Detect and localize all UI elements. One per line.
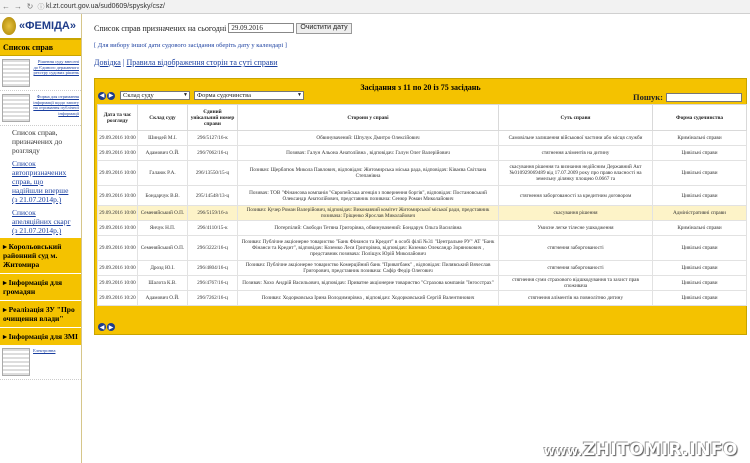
promo-request-text[interactable]: Форма для отримання інформації щодо запиту на отримання публічної інформації xyxy=(33,94,79,116)
menu-lustration[interactable]: ▸ Реалізація ЗУ "Про очищення влади" xyxy=(0,300,81,327)
table-cell: Цивільні справи xyxy=(653,146,747,161)
document-thumbnail-icon xyxy=(2,348,30,376)
table-cell: Адміністративні справи xyxy=(653,206,747,221)
court-composition-value: Склад суду xyxy=(123,92,154,99)
menu-citizens[interactable]: ▸ Інформація для громадян xyxy=(0,273,81,300)
table-cell: 296/13550/15-ц xyxy=(188,161,238,186)
table-cell: Адамович О.Й. xyxy=(138,291,188,306)
table-cell: 29.09.2016 10:00 xyxy=(98,276,138,291)
column-header: Дата та час розгляду xyxy=(98,105,138,131)
watermark xyxy=(544,440,738,460)
sidebar xyxy=(0,14,82,463)
back-icon[interactable]: ← xyxy=(2,2,10,11)
table-row[interactable] xyxy=(98,221,747,236)
table-cell: Адамович О.Й. xyxy=(138,146,188,161)
sidebar-link-appeals[interactable]: Список апеляційних скарг (з 21.07.2014р.) xyxy=(12,208,71,235)
table-row[interactable] xyxy=(98,206,747,221)
menu-lustration-label: Реалізація ЗУ "Про очищення влади" xyxy=(3,305,75,323)
table-cell: Позивач: Кучер Роман Валерійович, відповідач: Виконавчий комітет Житомирської міської ради, представник позивача: Гріщенко Ярослав Миколайович xyxy=(238,206,499,221)
table-cell: Шиндей М.І. xyxy=(138,131,188,146)
table-cell: Цивільні справи xyxy=(653,186,747,206)
emblem-icon xyxy=(2,17,16,35)
table-cell: Цивільні справи xyxy=(653,236,747,261)
menu-court[interactable]: ▸ Корольовський районний суд м. Житомира xyxy=(0,237,81,273)
table-cell: Цивільні справи xyxy=(653,161,747,186)
table-cell: Бондарчук В.В. xyxy=(138,186,188,206)
menu-citizens-label: Інформація для громадян xyxy=(3,278,63,296)
table-cell: Самовільне залишення військової частини або місця служби xyxy=(499,131,653,146)
column-header: Сторони у справі xyxy=(238,105,499,131)
table-row[interactable] xyxy=(98,186,747,206)
table-cell: 296/4804/16-ц xyxy=(188,261,238,276)
table-cell: 296/7262/16-ц xyxy=(188,291,238,306)
document-thumbnail-icon xyxy=(2,59,30,87)
sidebar-current-item: Список справ, призначених до розгляду xyxy=(12,128,63,155)
table-cell: 296/4767/16-ц xyxy=(188,276,238,291)
column-header: Склад суду xyxy=(138,105,188,131)
promo-electronic-text[interactable]: Електронна xyxy=(33,348,56,353)
promo-registry[interactable] xyxy=(0,56,81,91)
column-header: Форма судочинства xyxy=(653,105,747,131)
clear-date-button[interactable]: Очистити дату xyxy=(296,23,351,34)
table-cell: Потерпілий: Свободи Тетяна Григорівна, обвинувачений: Бондарук Ольга Василівна xyxy=(238,221,499,236)
link-separator: | xyxy=(122,58,125,67)
table-row[interactable] xyxy=(98,291,747,306)
table-cell: 29.09.2016 10:00 xyxy=(98,146,138,161)
table-cell: Обвинувачений: Шпулук Дмитро Олексійович xyxy=(238,131,499,146)
main-content xyxy=(94,22,750,67)
table-body xyxy=(98,131,747,306)
hearings-table xyxy=(97,104,747,306)
reload-icon[interactable]: ↻ xyxy=(26,2,34,11)
table-cell: 29.09.2016 10:00 xyxy=(98,261,138,276)
table-cell: Янчук Н.П. xyxy=(138,221,188,236)
table-cell: 29.09.2016 10:00 xyxy=(98,236,138,261)
table-cell: Позивач: Ходорковська Ірина Володимирівна , відповідач: Ходорковський Сергій Валентинович xyxy=(238,291,499,306)
table-header-row xyxy=(98,105,747,131)
table-cell: стягнення аліментів на дитину xyxy=(499,146,653,161)
table-cell: стягнення заборгованості xyxy=(499,261,653,276)
table-row[interactable] xyxy=(98,161,747,186)
table-cell: 29.09.2016 10:00 xyxy=(98,206,138,221)
proceeding-form-value: Форма судочинства xyxy=(197,92,251,99)
table-cell: 29.09.2016 10:20 xyxy=(98,291,138,306)
table-cell: Семеняйський О.П. xyxy=(138,236,188,261)
table-cell: Цивільні справи xyxy=(653,276,747,291)
table-cell: 296/5159/16-а xyxy=(188,206,238,221)
table-cell: Позивач: ТОВ "Фінансова компанія "Європейська агенція з повернення боргів", відповідач: Постановський Олександр Анатолійович, представник позивача: Сенюр Роман Миколайович xyxy=(238,186,499,206)
table-cell: Цивільні справи xyxy=(653,261,747,276)
watermark-prefix: www. xyxy=(543,444,583,458)
calendar-hint: [ Для вибору іншої дати судового засідання оберіть дату у календарі ] xyxy=(94,42,287,49)
info-icon[interactable]: ⓘ xyxy=(37,3,45,11)
table-cell: 296/5127/16-к xyxy=(188,131,238,146)
panel-title: Засідання з 11 по 20 із 75 засідань xyxy=(360,83,481,92)
table-cell: стягнення аліментів на повнолітню дитину xyxy=(499,291,653,306)
table-cell: скасування рішення xyxy=(499,206,653,221)
column-header: Суть справи xyxy=(499,105,653,131)
table-cell: 29.09.2016 10:00 xyxy=(98,161,138,186)
table-cell: стягнення заборгованості за кредитним договором xyxy=(499,186,653,206)
date-filter-row xyxy=(94,22,750,34)
table-cell: Шалота К.В. xyxy=(138,276,188,291)
table-cell: Кримінальні справи xyxy=(653,131,747,146)
table-cell: 29.09.2016 10:00 xyxy=(98,131,138,146)
column-header: Єдиний унікальний номер справи xyxy=(188,105,238,131)
table-row[interactable] xyxy=(98,236,747,261)
table-cell: Позивач: Публічне акціонерне товариство Комерційний банк "Приватбанк" , відповідач: Пилявський Вячеслав Григорович, представник позивача: Сафір Федір Олегович xyxy=(238,261,499,276)
date-input[interactable]: 29.09.2016 xyxy=(228,23,294,33)
promo-registry-text[interactable]: Рішення суду внесені до Єдиного державного реєстру судових рішень xyxy=(33,59,79,75)
next-page-icon[interactable]: ▶ xyxy=(108,92,114,99)
promo-request-form[interactable] xyxy=(0,91,81,126)
url-field[interactable]: kl.zt.court.gov.ua/sud0609/spysky/csz/ xyxy=(46,3,165,10)
table-row[interactable] xyxy=(98,276,747,291)
panel-controls xyxy=(98,91,304,100)
table-cell: Кримінальні справи xyxy=(653,221,747,236)
hearings-panel xyxy=(94,78,747,335)
sidebar-header: Список справ xyxy=(0,40,81,56)
table-cell: стягнення суми страхового відшкодування та захист прав споживача xyxy=(499,276,653,291)
table-cell: Позивач: Галун Альона Анатоліївна , відповідач: Галун Олег Валерійович xyxy=(238,146,499,161)
search-label: Пошук: xyxy=(632,92,663,102)
table-cell: Семеняйський О.П. xyxy=(138,206,188,221)
help-links xyxy=(94,58,750,67)
table-cell: Дрозд Ю.І. xyxy=(138,261,188,276)
table-cell: 295/14548/13-ц xyxy=(188,186,238,206)
table-cell: Позивач: Хохо Андрій Васильович, відповідач: Приватне акціонерне товариство "Страхова компанія "Інгосстрах" xyxy=(238,276,499,291)
list-label: Список справ призначених на сьогодні xyxy=(94,23,227,33)
court-composition-select[interactable] xyxy=(120,91,190,100)
table-row[interactable] xyxy=(98,131,747,146)
table-cell: Цивільні справи xyxy=(653,291,747,306)
menu-media[interactable]: ▸ Інформація для ЗМІ xyxy=(0,327,81,345)
table-cell: стягнення заборгованості xyxy=(499,236,653,261)
chevron-down-icon: ▼ xyxy=(297,93,302,98)
sidebar-link-auto-assigned[interactable]: Список автопризначених справ, що надійшли вперше (з 21.07.2014р.) xyxy=(12,159,69,204)
menu-court-label: Корольовський районний суд м. Житомира xyxy=(3,242,62,269)
table-row[interactable] xyxy=(98,261,747,276)
table-cell: 296/4110/15-к xyxy=(188,221,238,236)
watermark-text: ZHITOMIR.INFO xyxy=(582,440,738,460)
table-cell: скасування рішення та визнання недійсним Державний Акт №010929069489 від 17.07.2009 року про право власності на земельну ділянку площею 0.0667 га xyxy=(499,161,653,186)
logo-text: «ФЕМІДА» xyxy=(19,20,76,32)
table-row[interactable] xyxy=(98,146,747,161)
table-cell: 29.09.2016 10:00 xyxy=(98,186,138,206)
search-area xyxy=(633,92,742,102)
forward-icon[interactable]: → xyxy=(14,2,22,11)
table-cell: Умисне легке тілесне ушкодження xyxy=(499,221,653,236)
chevron-down-icon: ▼ xyxy=(183,93,188,98)
proceeding-form-select[interactable] xyxy=(194,91,304,100)
prev-page-icon[interactable]: ◀ xyxy=(99,92,105,99)
table-cell: Галаюк Р.А. xyxy=(138,161,188,186)
prev-page-icon[interactable]: ◀ xyxy=(99,323,105,331)
bottom-pagination xyxy=(98,323,116,331)
table-cell: 29.09.2016 10:00 xyxy=(98,221,138,236)
site-logo[interactable] xyxy=(0,14,81,40)
table-cell: 296/3222/16-ц xyxy=(188,236,238,261)
table-cell: Позивач: Щербатюк Микола Павлович, відповідач: Житомирська міська рада, відповідач: Ківаєва Світлана Степанівна xyxy=(238,161,499,186)
promo-electronic[interactable] xyxy=(0,345,81,380)
next-page-icon[interactable]: ▶ xyxy=(108,323,114,331)
menu-media-label: Інформація для ЗМІ xyxy=(8,332,78,341)
rules-link[interactable]: Правила відображення сторін та суті справи xyxy=(126,58,278,67)
search-input[interactable] xyxy=(666,93,742,102)
table-cell: 296/7062/16-ц xyxy=(188,146,238,161)
table-cell: Позивач: Публічне акціонерне товариство "Банк Фінанси та Кредит" в особі філії №31 "Центральне РУ" АТ "Банк Фінанси та Кредит", відповідач: Коземко Леся Григорівна, відповідач: Коземко Олександр Зоряновович , представник позивача: Поліщук Юрій Миколайович xyxy=(238,236,499,261)
document-thumbnail-icon xyxy=(2,94,30,122)
help-link[interactable]: Довідка xyxy=(94,58,121,67)
browser-address-bar xyxy=(0,0,750,14)
